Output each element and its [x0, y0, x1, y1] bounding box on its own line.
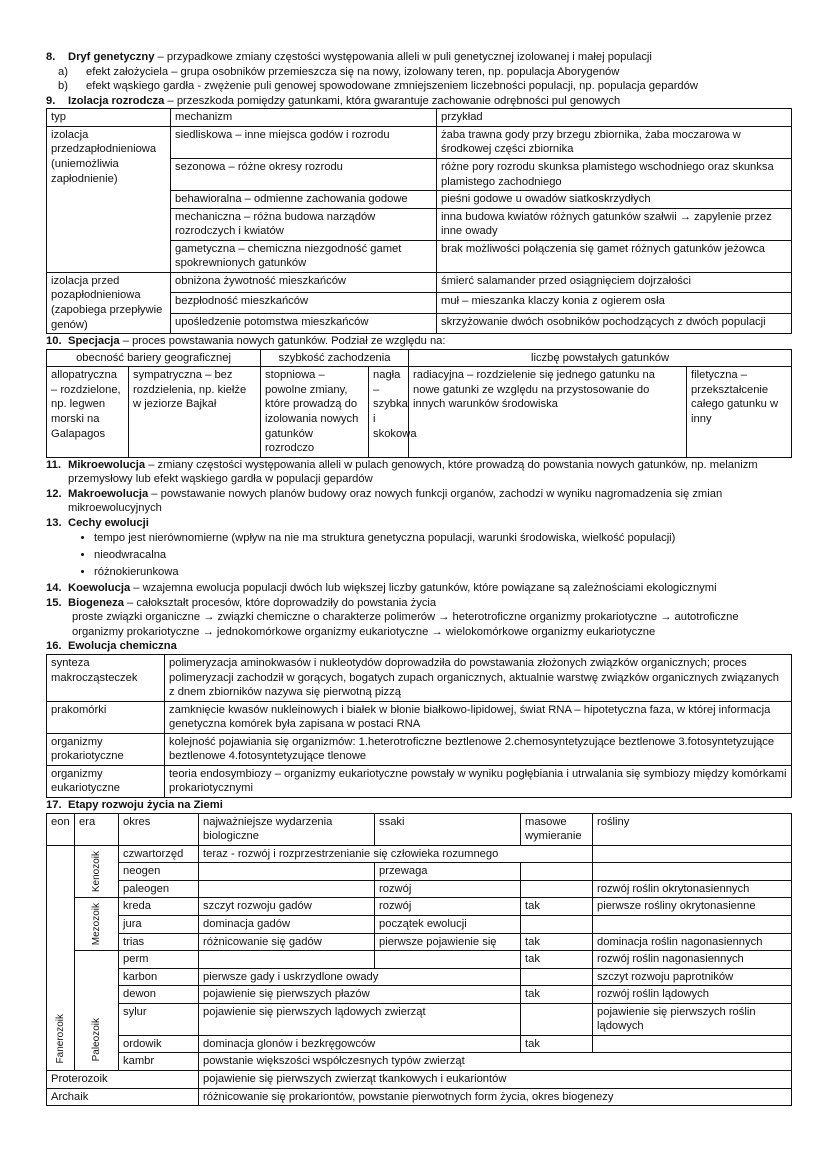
example-cell: różne pory rozrodu skunksa plamistego wschodniego oraz skunksa plamistego zachodniego: [437, 158, 792, 190]
plants-cell: [593, 863, 792, 881]
example-cell: brak możliwości połączenia się gamet różnych gatunków jeżowca: [437, 240, 792, 272]
subitem-a: a) efekt założyciela – grupa osobników przemieszcza się na nowy, izolowany teren, np. populacja Aborygenów: [58, 65, 620, 78]
section-13: 13. Cechy ewolucji: [46, 516, 149, 529]
event-cell: różnicowanie się gadów: [199, 933, 375, 951]
evolution-features-list: [46, 531, 792, 579]
mechanism-cell: mechaniczna – różna budowa narządów rozrodczych i kwiatów: [171, 208, 437, 240]
mammals-cell: przewaga: [375, 863, 521, 881]
period-cell: karbon: [119, 968, 199, 986]
example-cell: skrzyżowanie dwóch osobników pochodzących z dwóch populacji: [437, 313, 792, 333]
extinction-cell: [521, 915, 593, 933]
description-cell: polimeryzacja aminokwasów i nukleotydów doprowadziła do powstawania złożonych związków organicznych; proces polimeryzacji zachodził w gorących, bogatych zupach organicznych, aktualnie warstwę związków organicznych związanych z dnem zbiorników nazywa się pierwotną pizzą: [165, 654, 792, 701]
period-cell: paleogen: [119, 880, 199, 898]
event-cell: teraz - rozwój i rozprzestrzenianie się człowieka rozumnego: [199, 845, 593, 863]
era-label: Paleozoik: [91, 1017, 102, 1061]
extinction-cell: tak: [521, 986, 593, 1004]
chemical-evolution-table: [46, 654, 792, 798]
section-15: 15. Biogeneza – całokształt procesów, które doprowadziły do powstania życia: [46, 596, 437, 609]
section-16: 16. Ewolucja chemiczna: [46, 640, 177, 653]
speciation-cell: stopniowa – powolne zmiany, które prowadzą do izolowania nowych gatunków rozrodczo: [261, 367, 369, 457]
header-cell: mechanizm: [171, 109, 437, 127]
example-cell: inna budowa kwiatów różnych gatunków szałwii → zapylenie przez inne owady: [437, 208, 792, 240]
mechanism-cell: gametyczna – chemiczna niezgodność gamet spokrewnionych gatunków: [171, 240, 437, 272]
period-cell: jura: [119, 915, 199, 933]
plants-cell: [593, 915, 792, 933]
mechanism-cell: upośledzenie potomstwa mieszkańców: [171, 313, 437, 333]
plants-cell: rozwój roślin okrytonasiennych: [593, 880, 792, 898]
plants-cell: [593, 845, 792, 863]
section-8: [46, 50, 792, 65]
speciation-cell: filetyczna – przekształcenie całego gatunku w inny: [687, 367, 792, 457]
period-cell: perm: [119, 951, 199, 969]
header-cell: era: [75, 813, 119, 845]
mechanism-cell: behawioralna – odmienne zachowania godowe: [171, 191, 437, 209]
period-cell: kambr: [119, 1053, 199, 1071]
mammals-cell: początek ewolucji: [375, 915, 521, 933]
mammals-cell: pierwsze pojawienie się: [375, 933, 521, 951]
eon-cell: Proterozoik: [47, 1071, 199, 1089]
speciation-cell: radiacyjna – rozdzielenie się jednego gatunku na nowe gatunki ze względu na przystosowanie do innych warunków środowiska: [409, 367, 687, 457]
header-cell: przykład: [437, 109, 792, 127]
era-label: Mezozoik: [91, 903, 102, 946]
mechanism-cell: obniżona żywotność mieszkańców: [171, 272, 437, 292]
mammals-cell: rozwój: [375, 898, 521, 916]
header-cell: masowe wymieranie: [521, 813, 593, 845]
header-cell: obecność bariery geograficznej: [47, 349, 261, 367]
header-cell: liczbę powstałych gatunków: [409, 349, 792, 367]
header-cell: ssaki: [375, 813, 521, 845]
event-cell: pojawienie się pierwszych zwierząt tkankowych i eukariontów: [199, 1071, 792, 1089]
event-cell: pojawienie się pierwszych płazów: [199, 986, 521, 1004]
definition: – przypadkowe zmiany częstości występowania alleli w puli genetycznej izolowanej i małej populacji: [154, 51, 652, 63]
event-cell: dominacja gadów: [199, 915, 375, 933]
extinction-cell: [521, 880, 593, 898]
description-cell: kolejność pojawiania się organizmów: 1.heterotroficzne beztlenowe 2.chemosyntetyzujące beztlenowe 3.fotosyntetyzujące beztlenowe 4.fotosyntetyzujące tlenowe: [165, 733, 792, 765]
stage-cell: prakomórki: [47, 701, 165, 733]
period-cell: czwartorzęd: [119, 845, 199, 863]
plants-cell: pojawienie się pierwszych roślin lądowych: [593, 1003, 792, 1035]
extinction-cell: tak: [521, 933, 593, 951]
section-10: 10. Specjacja – proces powstawania nowych gatunków. Podział ze względu na:: [46, 335, 446, 348]
speciation-cell: nagła – szybka i skokowa: [369, 367, 409, 457]
section-14: 14. Koewolucja – wzajemna ewolucja populacji dwóch lub większej liczby gatunków, które powiązane są zależnościami ekologicznymi: [46, 582, 717, 595]
period-cell: neogen: [119, 863, 199, 881]
example-cell: śmierć salamander przed osiągnięciem dojrzałości: [437, 272, 792, 292]
description-cell: teoria endosymbiozy – organizmy eukariotyczne powstały w wyniku pogłębiania i utrwalania się symbiozy między komórkami prokariotycznymi: [165, 765, 792, 797]
type-cell: izolacja przed pozapłodnieniowa (zapobiega przepływie genów): [47, 272, 171, 333]
event-cell: różnicowanie się prokariontów, powstanie pierwotnych form życia, okres biogenezy: [199, 1088, 792, 1106]
extinction-cell: tak: [521, 898, 593, 916]
example-cell: muł – mieszanka klaczy konia z ogierem osła: [437, 293, 792, 313]
plants-cell: pierwsze rośliny okrytonasienne: [593, 898, 792, 916]
mechanism-cell: bezpłodność mieszkańców: [171, 293, 437, 313]
header-cell: rośliny: [593, 813, 792, 845]
era-cell: [75, 898, 119, 951]
isolation-table: [46, 108, 792, 334]
document-page: [46, 50, 792, 1106]
header-cell: typ: [47, 109, 171, 127]
section-11: 11. Mikroewolucja – zmiany częstości występowania alleli w pulach genowych, które prowadzą do powstania nowych gatunków, np. melanizm przemysłowy lub efekt wąskiego gardła w populacji gepardów: [46, 458, 758, 486]
period-cell: ordowik: [119, 1035, 199, 1053]
eon-cell: [47, 845, 75, 1070]
event-cell: pojawienie się pierwszych lądowych zwierząt: [199, 1003, 521, 1035]
period-cell: dewon: [119, 986, 199, 1004]
example-cell: pieśni godowe u owadów siatkoskrzydłych: [437, 191, 792, 209]
event-cell: szczyt rozwoju gadów: [199, 898, 375, 916]
eon-label: Fanerozoik: [55, 1013, 66, 1063]
mammals-cell: rozwój: [375, 880, 521, 898]
list-item: • tempo jest nierównomierne (wpływ na nie ma struktura genetyczna populacji, warunki środowiska, wielkość populacji): [94, 531, 792, 546]
section-17: 17. Etapy rozwoju życia na Ziemi: [46, 799, 223, 811]
plants-cell: [593, 1035, 792, 1053]
extinction-cell: tak: [521, 951, 593, 969]
mammals-cell: [375, 951, 521, 969]
period-cell: sylur: [119, 1003, 199, 1035]
event-cell: [199, 863, 375, 881]
plants-cell: dominacja roślin nagonasiennych: [593, 933, 792, 951]
life-history-table: [46, 813, 792, 1107]
plants-cell: rozwój roślin nagonasiennych: [593, 951, 792, 969]
era-label: Kenozoik: [91, 850, 102, 893]
list-item: • różnokierunkowa: [94, 565, 792, 580]
event-cell: dominacja glonów i bezkręgowców: [199, 1035, 521, 1053]
extinction-cell: [521, 1003, 593, 1035]
event-cell: powstanie większości współczesnych typów zwierząt: [199, 1053, 792, 1071]
mechanism-cell: siedliskowa – inne miejsca godów i rozrodu: [171, 126, 437, 158]
eon-cell: Archaik: [47, 1088, 199, 1106]
extinction-cell: [521, 863, 593, 881]
list-item: • nieodwracalna: [94, 548, 792, 563]
biogenesis-chain: proste związki organiczne → związki chemiczne o charakterze polimerów → heterotroficzne organizmy prokariotyczne → autotroficzne organizmy prokariotyczne → jednokomórkowe organizmy eukariotyczne → wielokomórkowe organizmy eukariotyczne: [72, 611, 739, 638]
header-cell: szybkość zachodzenia: [261, 349, 409, 367]
event-cell: [199, 951, 375, 969]
event-cell: pierwsze gady i uskrzydlone owady: [199, 968, 521, 986]
section-12: 12. Makroewolucja – powstawanie nowych planów budowy oraz nowych funkcji organów, zachodzi w wyniku nagromadzenia się zmian mikroewolucyjnych: [46, 487, 723, 515]
event-cell: [199, 880, 375, 898]
term: Dryf genetyczny: [68, 51, 155, 63]
stage-cell: organizmy prokariotyczne: [47, 733, 165, 765]
mechanism-cell: sezonowa – różne okresy rozrodu: [171, 158, 437, 190]
plants-cell: szczyt rozwoju paprotników: [593, 968, 792, 986]
header-cell: eon: [47, 813, 75, 845]
stage-cell: synteza makrocząsteczek: [47, 654, 165, 701]
extinction-cell: tak: [521, 1035, 593, 1053]
example-cell: żaba trawna gody przy brzegu zbiornika, żaba moczarowa w środkowej części zbiornika: [437, 126, 792, 158]
stage-cell: organizmy eukariotyczne: [47, 765, 165, 797]
era-cell: [75, 845, 119, 898]
type-cell: izolacja przedzapłodnieniowa (uniemożliwia zapłodnienie): [47, 126, 171, 272]
subitem-b: b) efekt wąskiego gardła - zwężenie puli genowej spowodowane zmniejszeniem liczebności populacji, np. populacja gepardów: [58, 80, 698, 93]
period-cell: kreda: [119, 898, 199, 916]
plants-cell: rozwój roślin lądowych: [593, 986, 792, 1004]
speciation-table: [46, 349, 792, 458]
description-cell: zamknięcie kwasów nukleinowych i białek w błonie białkowo-lipidowej, świat RNA – hipotetyczna faza, w której informacja genetyczna komórek była zapisana w postaci RNA: [165, 701, 792, 733]
extinction-cell: [521, 968, 593, 986]
speciation-cell: sympatryczna – bez rozdzielenia, np. kiełże w jeziorze Bajkał: [129, 367, 261, 457]
period-cell: trias: [119, 933, 199, 951]
section-number: 8.: [46, 51, 56, 63]
section-9: 9. Izolacja rozrodcza – przeszkoda pomiędzy gatunkami, która gwarantuje zachowanie odrębności pul genowych: [46, 94, 621, 107]
era-cell: [75, 951, 119, 1071]
header-cell: okres: [119, 813, 199, 845]
speciation-cell: allopatryczna – rozdzielone, np. legwen morski na Galapagos: [47, 367, 129, 457]
header-cell: najważniejsze wydarzenia biologiczne: [199, 813, 375, 845]
